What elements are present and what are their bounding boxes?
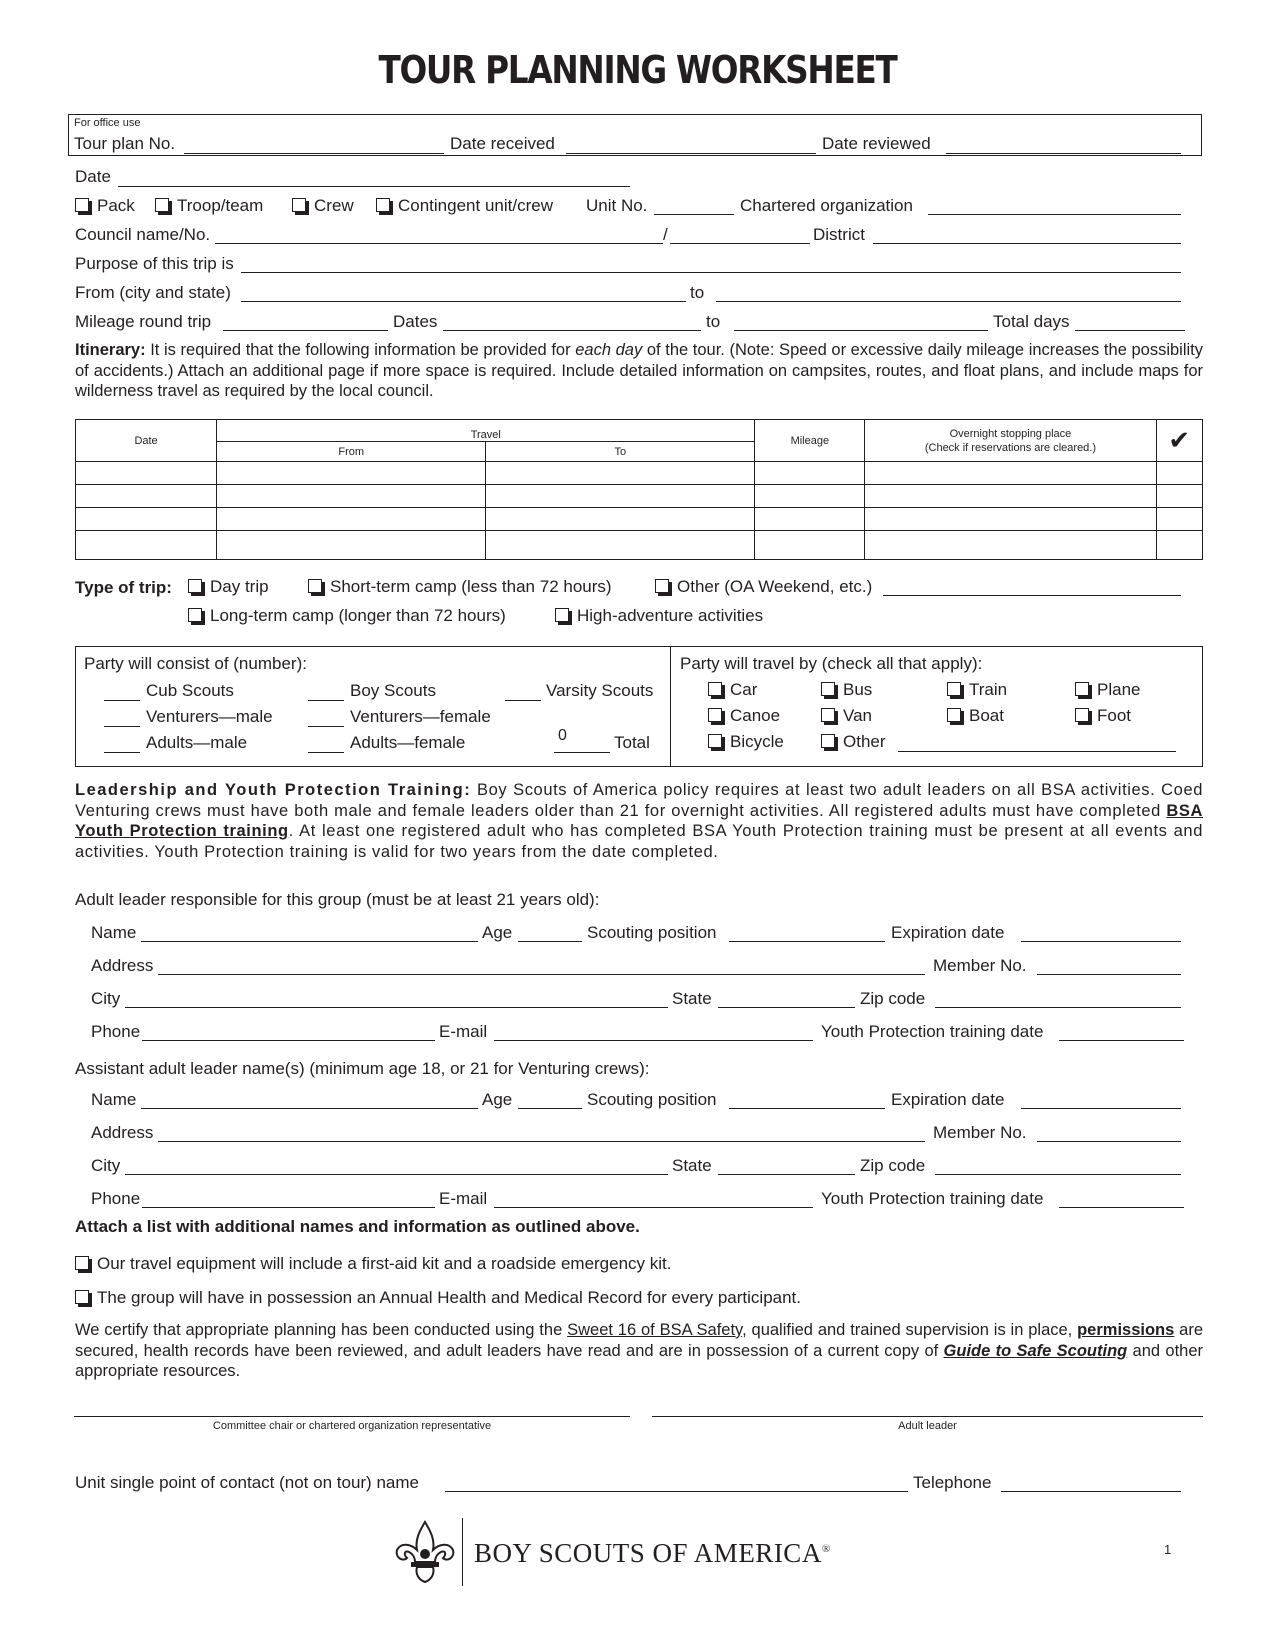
trip-other-field[interactable] — [883, 595, 1181, 596]
dates-label: Dates — [393, 312, 438, 331]
assistant-phone-field[interactable] — [142, 1207, 435, 1208]
signature-left-caption: Committee chair or chartered organization representative — [212, 1420, 492, 1432]
checkbox-icon[interactable] — [188, 608, 202, 622]
page-title: TOUR PLANNING WORKSHEET — [378, 48, 897, 92]
assistant-state-field[interactable] — [718, 1174, 855, 1175]
assistant-address-label: Address — [91, 1123, 154, 1142]
date-reviewed-field[interactable] — [946, 153, 1181, 154]
leader-position-label: Scouting position — [587, 923, 717, 942]
leader-name-label: Name — [91, 923, 137, 942]
leader-city-field[interactable] — [125, 1007, 668, 1008]
adults-male-count[interactable] — [104, 752, 140, 753]
adults-female-count[interactable] — [308, 752, 344, 753]
date-received-field[interactable] — [566, 153, 816, 154]
total-field[interactable] — [554, 752, 610, 753]
checkbox-icon[interactable] — [75, 1290, 89, 1304]
leader-address-field[interactable] — [158, 974, 925, 975]
cub-scouts-count[interactable] — [104, 700, 140, 701]
office-use-caption: For office use — [74, 117, 141, 129]
checkbox-icon[interactable] — [75, 198, 89, 212]
council-no-field[interactable] — [670, 243, 810, 244]
checkbox-icon[interactable] — [1075, 708, 1089, 722]
travel-bus[interactable]: Bus — [821, 680, 872, 700]
itin-header-overnight: Overnight stopping place (Check if reservations are cleared.) — [865, 420, 1156, 462]
leader-state-label: State — [672, 989, 712, 1008]
travel-train[interactable]: Train — [947, 680, 1007, 700]
leader-name-field[interactable] — [141, 941, 478, 942]
contact-label: Unit single point of contact (not on tour) name — [75, 1473, 419, 1492]
purpose-field[interactable] — [241, 272, 1181, 273]
guide-link[interactable]: Guide to Safe Scouting — [943, 1341, 1128, 1360]
checkbox-icon[interactable] — [1075, 682, 1089, 696]
party-divider — [670, 646, 671, 767]
office-use-box — [68, 114, 1202, 156]
itin-header-to: To — [486, 442, 755, 462]
assistant-state-label: State — [672, 1156, 712, 1175]
venturers-female-count[interactable] — [308, 726, 344, 727]
assistant-email-field[interactable] — [494, 1207, 813, 1208]
date-received-label: Date received — [450, 134, 555, 153]
council-slash: / — [663, 225, 668, 244]
contact-phone-label: Telephone — [913, 1473, 992, 1492]
checkbox-icon[interactable] — [188, 579, 202, 593]
dates-to-field[interactable] — [734, 330, 988, 331]
leader-position-field[interactable] — [729, 941, 885, 942]
itin-header-travel: Travel — [217, 420, 755, 442]
district-field[interactable] — [873, 243, 1181, 244]
assistant-zip-field[interactable] — [935, 1174, 1181, 1175]
leader-zip-label: Zip code — [860, 989, 926, 1008]
leader-email-field[interactable] — [494, 1040, 813, 1041]
trip-type-long-term[interactable]: Long-term camp (longer than 72 hours) — [188, 606, 506, 626]
leader-address-label: Address — [91, 956, 154, 975]
assistant-ypt-label: Youth Protection training date — [821, 1189, 1044, 1208]
checkbox-icon[interactable] — [708, 734, 722, 748]
checkmark-icon: ✔ — [1156, 420, 1202, 462]
checkbox-icon[interactable] — [655, 579, 669, 593]
checkbox-icon[interactable] — [155, 198, 169, 212]
leader-expiration-label: Expiration date — [891, 923, 1005, 942]
venturers-male-count[interactable] — [104, 726, 140, 727]
tour-plan-no-field[interactable] — [184, 153, 444, 154]
venturers-male-label: Venturers—male — [146, 707, 273, 726]
leader-phone-field[interactable] — [142, 1040, 435, 1041]
leader-age-label: Age — [482, 923, 513, 942]
sweet16-link[interactable]: Sweet 16 of BSA Safety — [567, 1321, 743, 1339]
leader-expiration-field[interactable] — [1021, 941, 1181, 942]
adult-leader-heading: Adult leader responsible for this group (must be at least 21 years old): — [75, 890, 600, 909]
permissions-link[interactable]: permissions — [1077, 1321, 1175, 1339]
total-days-label: Total days — [993, 312, 1070, 331]
assistant-city-label: City — [91, 1156, 121, 1175]
leader-member-label: Member No. — [933, 956, 1027, 975]
assistant-leader-heading: Assistant adult leader name(s) (minimum age 18, or 21 for Venturing crews): — [75, 1059, 650, 1078]
table-row — [76, 531, 1203, 560]
from-field[interactable] — [241, 301, 686, 302]
assistant-phone-label: Phone — [91, 1189, 141, 1208]
trip-type-label: Type of trip: — [75, 578, 172, 597]
unit-type-contingent[interactable]: Contingent unit/crew — [376, 196, 553, 216]
medical-record-check[interactable]: The group will have in possession an Annual Health and Medical Record for every participant. — [75, 1288, 801, 1308]
assistant-name-label: Name — [91, 1090, 137, 1109]
itin-header-from: From — [217, 442, 486, 462]
date-label: Date — [75, 167, 111, 186]
footer-org-name: BOY SCOUTS OF AMERICA® — [474, 1538, 831, 1568]
dates-to-label: to — [706, 312, 721, 331]
assistant-age-label: Age — [482, 1090, 513, 1109]
council-name-field[interactable] — [215, 243, 663, 244]
dates-from-field[interactable] — [443, 330, 701, 331]
chartered-org-field[interactable] — [928, 214, 1181, 215]
assistant-name-field[interactable] — [141, 1108, 478, 1109]
party-heading: Party will consist of (number): — [84, 654, 307, 673]
assistant-city-field[interactable] — [125, 1174, 668, 1175]
council-label: Council name/No. — [75, 225, 211, 244]
travel-bicycle[interactable]: Bicycle — [708, 732, 784, 752]
checkbox-icon[interactable] — [821, 734, 835, 748]
page-number: 1 — [1164, 1542, 1172, 1557]
signature-left-line[interactable] — [74, 1416, 630, 1417]
total-days-field[interactable] — [1075, 330, 1185, 331]
trip-type-day[interactable]: Day trip — [188, 577, 269, 597]
assistant-member-field[interactable] — [1037, 1141, 1181, 1142]
checkbox-icon[interactable] — [308, 579, 322, 593]
cub-scouts-label: Cub Scouts — [146, 681, 234, 700]
checkbox-icon[interactable] — [75, 1256, 89, 1270]
assistant-ypt-field[interactable] — [1059, 1207, 1184, 1208]
adults-male-label: Adults—male — [146, 733, 248, 752]
trip-type-high-adventure[interactable]: High-adventure activities — [555, 606, 763, 626]
checkbox-icon[interactable] — [376, 198, 390, 212]
leader-email-label: E-mail — [439, 1022, 488, 1041]
signature-right-caption: Adult leader — [898, 1420, 957, 1432]
leader-zip-field[interactable] — [935, 1007, 1181, 1008]
assistant-expiration-label: Expiration date — [891, 1090, 1005, 1109]
table-row — [76, 485, 1203, 508]
chartered-org-label: Chartered organization — [740, 196, 913, 215]
assistant-position-label: Scouting position — [587, 1090, 717, 1109]
contact-phone-field[interactable] — [1001, 1491, 1181, 1492]
from-label: From (city and state) — [75, 283, 231, 302]
bsa-fleur-de-lis-logo — [393, 1520, 457, 1586]
unit-type-troop[interactable]: Troop/team — [155, 196, 263, 216]
adults-female-label: Adults—female — [350, 733, 466, 752]
certify-paragraph: We certify that appropriate planning has been conducted using the Sweet 16 of BSA Safety, qualified and trained supervision is in place, permissions are secured, health records have been reviewed, and adult leaders have read and are in possession of a current copy of Guide to Safe Scouting and other appropriate resources. — [75, 1321, 1204, 1380]
itinerary-paragraph: Itinerary: It is required that the following information be provided for each day of the tour. (Note: Speed or excessive daily mileage increases the possibility of accidents.) Attach an additional page if more space is required. Include detailed information on campsites, routes, and float plans, and include maps for wilderness travel as required by the local council. — [75, 341, 1204, 400]
itin-header-mileage: Mileage — [755, 420, 865, 462]
leader-ypt-field[interactable] — [1059, 1040, 1184, 1041]
checkbox-icon[interactable] — [947, 682, 961, 696]
unit-no-field[interactable] — [654, 214, 734, 215]
travel-plane[interactable]: Plane — [1075, 680, 1140, 700]
mileage-label: Mileage round trip — [75, 312, 212, 331]
venturers-female-label: Venturers—female — [350, 707, 491, 726]
table-row — [76, 508, 1203, 531]
travel-van[interactable]: Van — [821, 706, 872, 726]
assistant-member-label: Member No. — [933, 1123, 1027, 1142]
table-row — [76, 462, 1203, 485]
signature-right-line[interactable] — [652, 1416, 1203, 1417]
boy-scouts-count[interactable] — [308, 700, 344, 701]
unit-type-pack[interactable]: Pack — [75, 196, 135, 216]
checkbox-icon[interactable] — [555, 608, 569, 622]
assistant-age-field[interactable] — [518, 1108, 582, 1109]
checkbox-icon[interactable] — [821, 682, 835, 696]
leader-city-label: City — [91, 989, 121, 1008]
leadership-paragraph: Leadership and Youth Protection Training: Boy Scouts of America policy requires at least two adult leaders on all BSA activities. Coed Venturing crews must have both male and female leaders older than 21 for overnight activities. All registered adults must have completed BSA Youth Protection training. At least one registered adult who has completed BSA Youth Protection training must be present at all events and activities. Youth Protection training is valid for two years from the date completed. — [75, 781, 1204, 861]
assistant-position-field[interactable] — [729, 1108, 885, 1109]
travel-other-field[interactable] — [898, 751, 1176, 752]
unit-type-crew[interactable]: Crew — [292, 196, 354, 216]
assistant-email-label: E-mail — [439, 1189, 488, 1208]
tour-plan-no-label: Tour plan No. — [74, 134, 176, 153]
contact-name-field[interactable] — [445, 1491, 908, 1492]
purpose-label: Purpose of this trip is — [75, 254, 234, 273]
leader-age-field[interactable] — [518, 941, 582, 942]
total-value: 0 — [558, 727, 567, 744]
leader-state-field[interactable] — [718, 1007, 855, 1008]
date-reviewed-label: Date reviewed — [822, 134, 931, 153]
date-field[interactable] — [118, 186, 630, 187]
itin-header-date: Date — [76, 420, 217, 462]
mileage-field[interactable] — [223, 330, 388, 331]
unit-no-label: Unit No. — [586, 196, 648, 215]
varsity-scouts-label: Varsity Scouts — [546, 681, 654, 700]
travel-other[interactable]: Other — [821, 732, 886, 752]
to-label: to — [690, 283, 705, 302]
trip-type-short-term[interactable]: Short-term camp (less than 72 hours) — [308, 577, 612, 597]
checkbox-icon[interactable] — [292, 198, 306, 212]
assistant-address-field[interactable] — [158, 1141, 925, 1142]
checkbox-icon[interactable] — [708, 708, 722, 722]
checkbox-icon[interactable] — [708, 682, 722, 696]
assistant-expiration-field[interactable] — [1021, 1108, 1181, 1109]
leader-phone-label: Phone — [91, 1022, 141, 1041]
checkbox-icon[interactable] — [947, 708, 961, 722]
assistant-zip-label: Zip code — [860, 1156, 926, 1175]
travel-car[interactable]: Car — [708, 680, 757, 700]
district-label: District — [813, 225, 865, 244]
travel-boat[interactable]: Boat — [947, 706, 1004, 726]
boy-scouts-label: Boy Scouts — [350, 681, 436, 700]
attach-note: Attach a list with additional names and information as outlined above. — [75, 1217, 640, 1236]
itinerary-table — [75, 419, 1203, 560]
checkbox-icon[interactable] — [821, 708, 835, 722]
travel-foot[interactable]: Foot — [1075, 706, 1131, 726]
ypt-link[interactable]: BSA Youth Protection training — [75, 801, 1203, 840]
first-aid-check[interactable]: Our travel equipment will include a first-aid kit and a roadside emergency kit. — [75, 1254, 672, 1274]
total-label: Total — [614, 733, 650, 752]
leader-member-field[interactable] — [1037, 974, 1181, 975]
varsity-scouts-count[interactable] — [505, 700, 541, 701]
footer-divider — [462, 1518, 463, 1586]
travel-heading: Party will travel by (check all that apply): — [680, 654, 983, 673]
to-field[interactable] — [716, 301, 1181, 302]
travel-canoe[interactable]: Canoe — [708, 706, 780, 726]
leader-ypt-label: Youth Protection training date — [821, 1022, 1044, 1041]
trip-type-other[interactable]: Other (OA Weekend, etc.) — [655, 577, 872, 597]
